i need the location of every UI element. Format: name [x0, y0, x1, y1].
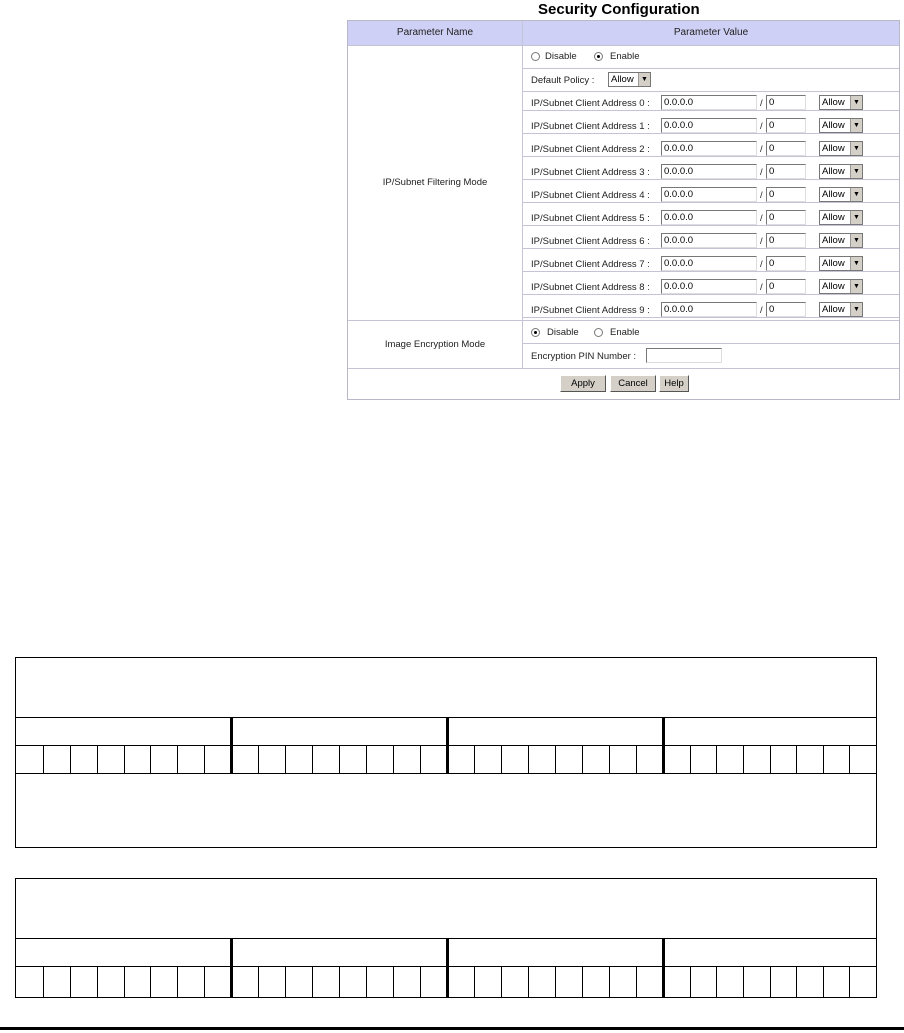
bit-cell-divider: [823, 745, 824, 773]
client-address-label: IP/Subnet Client Address 0 :: [531, 98, 650, 109]
grid-line: [16, 997, 876, 998]
bit-cell-divider: [474, 745, 475, 773]
client-policy-select[interactable]: [819, 302, 863, 317]
chevron-down-icon: ▼: [850, 96, 862, 109]
bit-cell-divider: [636, 966, 637, 997]
bit-cell-divider: [796, 745, 797, 773]
bit-cell-divider: [124, 966, 125, 997]
client-ip-input[interactable]: 0.0.0.0: [661, 164, 757, 179]
bit-cell-divider: [849, 966, 850, 997]
bit-cell-divider: [258, 745, 259, 773]
bit-cell-divider: [716, 966, 717, 997]
bit-cell-divider: [770, 966, 771, 997]
default-policy-label: Default Policy :: [531, 75, 595, 86]
help-button[interactable]: Help: [659, 375, 689, 392]
byte-divider: [662, 938, 665, 997]
bit-cell-divider: [743, 966, 744, 997]
byte-divider: [446, 717, 449, 773]
client-policy-select[interactable]: [819, 95, 863, 110]
filtering-mode-label: IP/Subnet Filtering Mode: [382, 177, 488, 188]
page-title: Security Configuration: [538, 1, 700, 18]
bit-cell-divider: [393, 745, 394, 773]
client-policy-select[interactable]: [819, 210, 863, 225]
chevron-down-icon: ▼: [850, 188, 862, 201]
slash-separator: /: [760, 236, 763, 247]
bit-cell-divider: [150, 966, 151, 997]
client-ip-input[interactable]: 0.0.0.0: [661, 141, 757, 156]
chevron-down-icon: ▼: [850, 211, 862, 224]
bit-cell-divider: [43, 745, 44, 773]
client-ip-input[interactable]: 0.0.0.0: [661, 279, 757, 294]
client-policy-value: Allow: [822, 143, 845, 154]
client-address-label: IP/Subnet Client Address 7 :: [531, 259, 650, 270]
chevron-down-icon: ▼: [850, 234, 862, 247]
bit-cell-divider: [393, 966, 394, 997]
bit-cell-divider: [474, 966, 475, 997]
byte-divider: [230, 717, 233, 773]
client-address-label: IP/Subnet Client Address 9 :: [531, 305, 650, 316]
bit-cell-divider: [743, 745, 744, 773]
bit-cell-divider: [366, 966, 367, 997]
bit-cell-divider: [177, 745, 178, 773]
bit-cell-divider: [528, 966, 529, 997]
bit-cell-divider: [501, 966, 502, 997]
slash-separator: /: [760, 144, 763, 155]
cancel-button[interactable]: Cancel: [610, 375, 656, 392]
bit-cell-divider: [609, 966, 610, 997]
client-policy-value: Allow: [822, 281, 845, 292]
bit-cell-divider: [716, 745, 717, 773]
client-mask-input[interactable]: 0: [766, 141, 806, 156]
default-policy-select[interactable]: [608, 72, 651, 87]
client-mask-input[interactable]: 0: [766, 164, 806, 179]
bit-cell-divider: [285, 966, 286, 997]
bit-cell-divider: [70, 745, 71, 773]
bit-cell-divider: [285, 745, 286, 773]
client-policy-value: Allow: [822, 189, 845, 200]
bit-cell-divider: [70, 966, 71, 997]
client-ip-input[interactable]: 0.0.0.0: [661, 256, 757, 271]
bit-cell-divider: [420, 745, 421, 773]
header-parameter-value: Parameter Value: [523, 21, 899, 45]
chevron-down-icon: ▼: [850, 165, 862, 178]
client-ip-input[interactable]: 0.0.0.0: [661, 118, 757, 133]
slash-separator: /: [760, 98, 763, 109]
header-parameter-name: Parameter Name: [348, 21, 522, 45]
bit-cell-divider: [796, 966, 797, 997]
client-ip-input[interactable]: 0.0.0.0: [661, 233, 757, 248]
bit-cell-divider: [43, 966, 44, 997]
bit-cell-divider: [258, 966, 259, 997]
client-policy-value: Allow: [822, 304, 845, 315]
bit-cell-divider: [150, 745, 151, 773]
chevron-down-icon: ▼: [850, 142, 862, 155]
client-policy-value: Allow: [822, 166, 845, 177]
client-policy-select[interactable]: [819, 233, 863, 248]
client-address-label: IP/Subnet Client Address 3 :: [531, 167, 650, 178]
bit-cell-divider: [97, 966, 98, 997]
client-ip-input[interactable]: 0.0.0.0: [661, 302, 757, 317]
encryption-disable-label: Disable: [547, 327, 579, 338]
client-address-label: IP/Subnet Client Address 1 :: [531, 121, 650, 132]
slash-separator: /: [760, 121, 763, 132]
grid-line: [16, 773, 876, 774]
bit-cell-divider: [555, 745, 556, 773]
bit-cell-divider: [97, 745, 98, 773]
client-address-label: IP/Subnet Client Address 6 :: [531, 236, 650, 247]
bit-cell-divider: [690, 745, 691, 773]
byte-divider: [230, 938, 233, 997]
client-mask-input[interactable]: 0: [766, 210, 806, 225]
chevron-down-icon: ▼: [638, 73, 650, 86]
client-policy-select[interactable]: [819, 187, 863, 202]
bit-cell-divider: [312, 745, 313, 773]
bit-cell-divider: [177, 966, 178, 997]
filtering-disable-label: Disable: [545, 51, 577, 62]
register-diagram-1: [15, 657, 877, 848]
bit-cell-divider: [528, 745, 529, 773]
client-policy-value: Allow: [822, 258, 845, 269]
chevron-down-icon: ▼: [850, 119, 862, 132]
client-address-label: IP/Subnet Client Address 8 :: [531, 282, 650, 293]
bit-cell-divider: [339, 745, 340, 773]
chevron-down-icon: ▼: [850, 257, 862, 270]
byte-divider: [446, 938, 449, 997]
client-policy-select[interactable]: [819, 279, 863, 294]
bit-cell-divider: [582, 966, 583, 997]
client-policy-select[interactable]: [819, 164, 863, 179]
slash-separator: /: [760, 213, 763, 224]
slash-separator: /: [760, 305, 763, 316]
bit-cell-divider: [690, 966, 691, 997]
default-policy-value: Allow: [611, 74, 634, 85]
apply-button[interactable]: Apply: [560, 375, 606, 392]
bit-cell-divider: [339, 966, 340, 997]
bit-cell-divider: [609, 745, 610, 773]
client-ip-input[interactable]: 0.0.0.0: [661, 187, 757, 202]
filtering-enable-radio[interactable]: [594, 52, 603, 61]
slash-separator: /: [760, 190, 763, 201]
encryption-pin-input[interactable]: [646, 348, 722, 363]
client-address-label: IP/Subnet Client Address 5 :: [531, 213, 650, 224]
encryption-pin-label: Encryption PIN Number :: [531, 351, 637, 362]
bit-cell-divider: [204, 745, 205, 773]
client-mask-input[interactable]: 0: [766, 279, 806, 294]
slash-separator: /: [760, 259, 763, 270]
slash-separator: /: [760, 282, 763, 293]
chevron-down-icon: ▼: [850, 303, 862, 316]
bit-cell-divider: [770, 745, 771, 773]
chevron-down-icon: ▼: [850, 280, 862, 293]
client-address-label: IP/Subnet Client Address 4 :: [531, 190, 650, 201]
bit-cell-divider: [582, 745, 583, 773]
client-address-label: IP/Subnet Client Address 2 :: [531, 144, 650, 155]
client-mask-input[interactable]: 0: [766, 302, 806, 317]
bit-cell-divider: [420, 966, 421, 997]
bit-cell-divider: [312, 966, 313, 997]
client-policy-select[interactable]: [819, 256, 863, 271]
client-mask-input[interactable]: 0: [766, 95, 806, 110]
filtering-disable-radio[interactable]: [531, 52, 540, 61]
bit-cell-divider: [204, 966, 205, 997]
client-mask-input[interactable]: 0: [766, 187, 806, 202]
bit-cell-divider: [366, 745, 367, 773]
client-policy-select[interactable]: [819, 118, 863, 133]
client-policy-value: Allow: [822, 212, 845, 223]
encryption-mode-label: Image Encryption Mode: [384, 339, 486, 350]
slash-separator: /: [760, 167, 763, 178]
byte-divider: [662, 717, 665, 773]
encryption-disable-radio[interactable]: [531, 328, 540, 337]
client-mask-input[interactable]: 0: [766, 233, 806, 248]
client-policy-value: Allow: [822, 97, 845, 108]
bit-cell-divider: [555, 966, 556, 997]
client-mask-input[interactable]: 0: [766, 118, 806, 133]
bit-cell-divider: [501, 745, 502, 773]
bit-cell-divider: [636, 745, 637, 773]
encryption-enable-label: Enable: [610, 327, 640, 338]
register-diagram-2: [15, 878, 877, 998]
client-mask-input[interactable]: 0: [766, 256, 806, 271]
bit-cell-divider: [124, 745, 125, 773]
client-ip-input[interactable]: 0.0.0.0: [661, 95, 757, 110]
filtering-enable-label: Enable: [610, 51, 640, 62]
client-ip-input[interactable]: 0.0.0.0: [661, 210, 757, 225]
client-policy-value: Allow: [822, 235, 845, 246]
bit-cell-divider: [849, 745, 850, 773]
security-config-table: [347, 20, 900, 400]
client-policy-select[interactable]: [819, 141, 863, 156]
encryption-enable-radio[interactable]: [594, 328, 603, 337]
page-bottom-rule: [0, 1027, 904, 1030]
bit-cell-divider: [823, 966, 824, 997]
client-policy-value: Allow: [822, 120, 845, 131]
